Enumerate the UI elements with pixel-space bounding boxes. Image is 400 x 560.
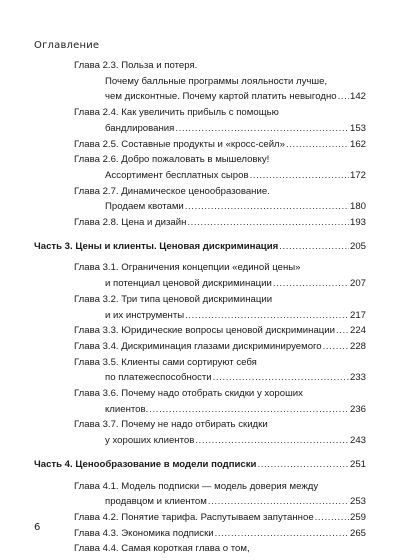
toc-entry-line bbox=[74, 89, 366, 105]
toc-entry-line bbox=[74, 105, 366, 121]
toc-entry-label: Глава 4.4. bbox=[74, 543, 119, 555]
toc-entry-title: Модель подписки — модель доверия между bbox=[121, 480, 319, 492]
toc-entry-line bbox=[74, 121, 366, 137]
toc-entry-line bbox=[74, 276, 366, 292]
toc-entry-title: Как увеличить прибыль с помощью bbox=[121, 107, 279, 119]
toc-entry-title: Экономика подписки bbox=[121, 527, 214, 539]
toc-chapter-entry[interactable] bbox=[34, 184, 366, 215]
dot-leader bbox=[215, 526, 349, 542]
toc-page-number: 228 bbox=[349, 340, 366, 352]
toc-entry-line bbox=[34, 239, 366, 255]
running-head: Оглавление bbox=[34, 40, 100, 51]
toc-entry-label: Глава 2.6. bbox=[74, 154, 119, 166]
dot-leader bbox=[279, 239, 349, 255]
toc-page-number: 224 bbox=[349, 325, 366, 337]
toc-page-number: 259 bbox=[349, 511, 366, 523]
toc-page-number: 162 bbox=[349, 138, 366, 150]
toc-entry-label: Глава 3.5. bbox=[74, 356, 119, 368]
toc-chapter-entry[interactable] bbox=[34, 323, 366, 339]
toc-chapter-entry[interactable] bbox=[34, 215, 366, 231]
toc-chapter-entry[interactable] bbox=[34, 152, 366, 183]
toc-entry-line bbox=[74, 510, 366, 526]
toc-entry-label: Часть 4. bbox=[34, 458, 73, 470]
toc-entry-label: Часть 3. bbox=[34, 240, 73, 252]
toc-entry-title: Почему надо отобрать скидки у хороших bbox=[121, 388, 303, 400]
dot-leader bbox=[208, 494, 349, 510]
toc-entry-title: бандлирования bbox=[105, 122, 175, 134]
toc-chapter-entry[interactable] bbox=[34, 355, 366, 386]
dot-leader bbox=[185, 199, 349, 215]
toc-entry-title: клиентов. bbox=[105, 403, 149, 415]
toc-chapter-entry[interactable] bbox=[34, 339, 366, 355]
toc-entry-line bbox=[34, 457, 366, 473]
toc-chapter-entry[interactable] bbox=[34, 292, 366, 323]
toc-entry-line bbox=[74, 215, 366, 231]
toc-page-number: 243 bbox=[349, 435, 366, 447]
dot-leader bbox=[257, 457, 349, 473]
toc-page-number: 172 bbox=[349, 169, 366, 181]
toc-entry-title: чем дисконтные. Почему картой платить невыгодно bbox=[105, 91, 337, 103]
toc-entry-line bbox=[74, 199, 366, 215]
toc-entry-title: Цены и клиенты. Ценовая дискриминация bbox=[75, 240, 279, 252]
toc-entry-title: Дискриминация глазами дискриминируемого bbox=[121, 340, 322, 352]
dot-leader bbox=[149, 402, 349, 418]
toc-entry-title: по платежеспособности bbox=[105, 372, 212, 384]
toc-entry-line bbox=[74, 184, 366, 200]
toc-entry-line bbox=[74, 152, 366, 168]
toc-entry-label: Глава 3.3. bbox=[74, 325, 119, 337]
toc-entry-title: Понятие тарифа. Распутываем запутанное bbox=[121, 511, 314, 523]
toc-page-number: 193 bbox=[349, 217, 366, 229]
toc-page-number: 180 bbox=[349, 201, 366, 213]
toc-entry-label: Глава 3.4. bbox=[74, 340, 119, 352]
toc-entry-line bbox=[74, 386, 366, 402]
toc-entry-line bbox=[74, 494, 366, 510]
toc-entry-title: Динамическое ценообразование. bbox=[121, 185, 270, 197]
dot-leader bbox=[185, 308, 349, 324]
toc-chapter-entry[interactable] bbox=[34, 58, 366, 105]
toc-entry-label: Глава 4.2. bbox=[74, 511, 119, 523]
toc-page-number: 236 bbox=[349, 403, 366, 415]
toc-entry-title: и потенциал ценовой дискриминации bbox=[105, 278, 272, 290]
toc-entry-line bbox=[74, 417, 366, 433]
toc-chapter-entry[interactable] bbox=[34, 417, 366, 448]
toc-entry-line bbox=[74, 402, 366, 418]
toc-entry-label: Глава 4.1. bbox=[74, 480, 119, 492]
dot-leader bbox=[338, 89, 349, 105]
dot-leader bbox=[187, 215, 349, 231]
toc-entry-label: Глава 2.5. bbox=[74, 138, 119, 150]
toc-chapter-entry[interactable] bbox=[34, 526, 366, 542]
toc-entry-line bbox=[74, 58, 366, 74]
toc-entry-title: Ассортимент бесплатных сыров bbox=[105, 169, 249, 181]
toc-entry-title: у хороших клиентов bbox=[105, 435, 195, 447]
toc-entry-title: Клиенты сами сортируют себя bbox=[121, 356, 257, 368]
toc-entry-line bbox=[74, 260, 366, 276]
toc-entry-title: Продаем квотами bbox=[105, 201, 184, 213]
toc-part-entry[interactable] bbox=[34, 457, 366, 473]
dot-leader bbox=[286, 137, 349, 153]
toc-entry-line bbox=[74, 433, 366, 449]
toc-entry-line bbox=[74, 168, 366, 184]
toc-entry-line bbox=[74, 308, 366, 324]
toc-entry-title: продавцом и клиентом bbox=[105, 496, 207, 508]
dot-leader bbox=[175, 121, 349, 137]
toc-page-number: 205 bbox=[349, 240, 366, 252]
toc-entry-label: Глава 2.4. bbox=[74, 107, 119, 119]
toc-entry-title: Юридические вопросы ценовой дискриминации bbox=[121, 325, 335, 337]
toc-chapter-entry[interactable] bbox=[34, 541, 366, 557]
toc-page-number: 265 bbox=[349, 527, 366, 539]
toc-entry-title: Ценообразование в модели подписки bbox=[75, 458, 257, 470]
dot-leader bbox=[195, 433, 349, 449]
toc-chapter-entry[interactable] bbox=[34, 137, 366, 153]
toc-page-number: 207 bbox=[349, 278, 366, 290]
toc-entry-title: Добро пожаловать в мышеловку! bbox=[121, 154, 270, 166]
toc-entry-title: и их инструменты bbox=[105, 309, 185, 321]
toc-entry-line bbox=[74, 137, 366, 153]
toc-chapter-entry[interactable] bbox=[34, 386, 366, 417]
toc-entry-title: Почему не надо отбирать скидки bbox=[121, 419, 268, 431]
toc-entry-title: Почему балльные программы лояльности лучше, bbox=[105, 75, 328, 87]
toc-entry-label: Глава 3.6. bbox=[74, 388, 119, 400]
toc-entry-line bbox=[74, 323, 366, 339]
toc-chapter-entry[interactable] bbox=[34, 105, 366, 136]
toc-entry-line bbox=[74, 74, 366, 90]
toc-entry-title: Цена и дизайн bbox=[121, 217, 187, 229]
toc-entry-line bbox=[74, 526, 366, 542]
toc-entry-label: Глава 2.7. bbox=[74, 185, 119, 197]
toc-page-number: 233 bbox=[349, 372, 366, 384]
toc-page-number: 142 bbox=[349, 91, 366, 103]
toc-entry-label: Глава 4.3. bbox=[74, 527, 119, 539]
toc-entry-label: Глава 2.8. bbox=[74, 217, 119, 229]
toc-entry-title: Польза и потеря. bbox=[121, 60, 198, 71]
toc-entry-line bbox=[74, 479, 366, 495]
toc-entry-line bbox=[74, 292, 366, 308]
dot-leader bbox=[273, 276, 349, 292]
toc-entry-title: Самая короткая глава о том, bbox=[121, 543, 250, 555]
toc-entry-line bbox=[74, 541, 366, 557]
toc-page-number: 253 bbox=[349, 496, 366, 508]
dot-leader bbox=[250, 168, 349, 184]
toc-entry-line bbox=[74, 339, 366, 355]
page-number: 6 bbox=[34, 522, 41, 533]
toc-entry-line bbox=[74, 355, 366, 371]
toc-page-number: 153 bbox=[349, 122, 366, 134]
toc-entry-label: Глава 3.2. bbox=[74, 293, 119, 305]
dot-leader bbox=[213, 370, 349, 386]
toc-chapter-entry[interactable] bbox=[34, 260, 366, 291]
toc-entry-title: Ограничения концепции «единой цены» bbox=[121, 262, 301, 274]
toc-page-number: 251 bbox=[349, 458, 366, 470]
toc-entry-title: Три типа ценовой дискриминации bbox=[121, 293, 273, 305]
toc-page-number: 217 bbox=[349, 309, 366, 321]
table-of-contents bbox=[34, 58, 366, 557]
toc-entry-title: Составные продукты и «кросс-сейл» bbox=[121, 138, 285, 150]
dot-leader bbox=[315, 510, 349, 526]
toc-entry-label: Глава 2.3. bbox=[74, 60, 119, 71]
toc-entry-label: Глава 3.7. bbox=[74, 419, 119, 431]
dot-leader bbox=[336, 323, 349, 339]
toc-chapter-entry[interactable] bbox=[34, 510, 366, 526]
dot-leader bbox=[323, 339, 349, 355]
toc-chapter-entry[interactable] bbox=[34, 479, 366, 510]
toc-entry-label: Глава 3.1. bbox=[74, 262, 119, 274]
toc-part-entry[interactable] bbox=[34, 239, 366, 255]
toc-entry-line bbox=[74, 370, 366, 386]
